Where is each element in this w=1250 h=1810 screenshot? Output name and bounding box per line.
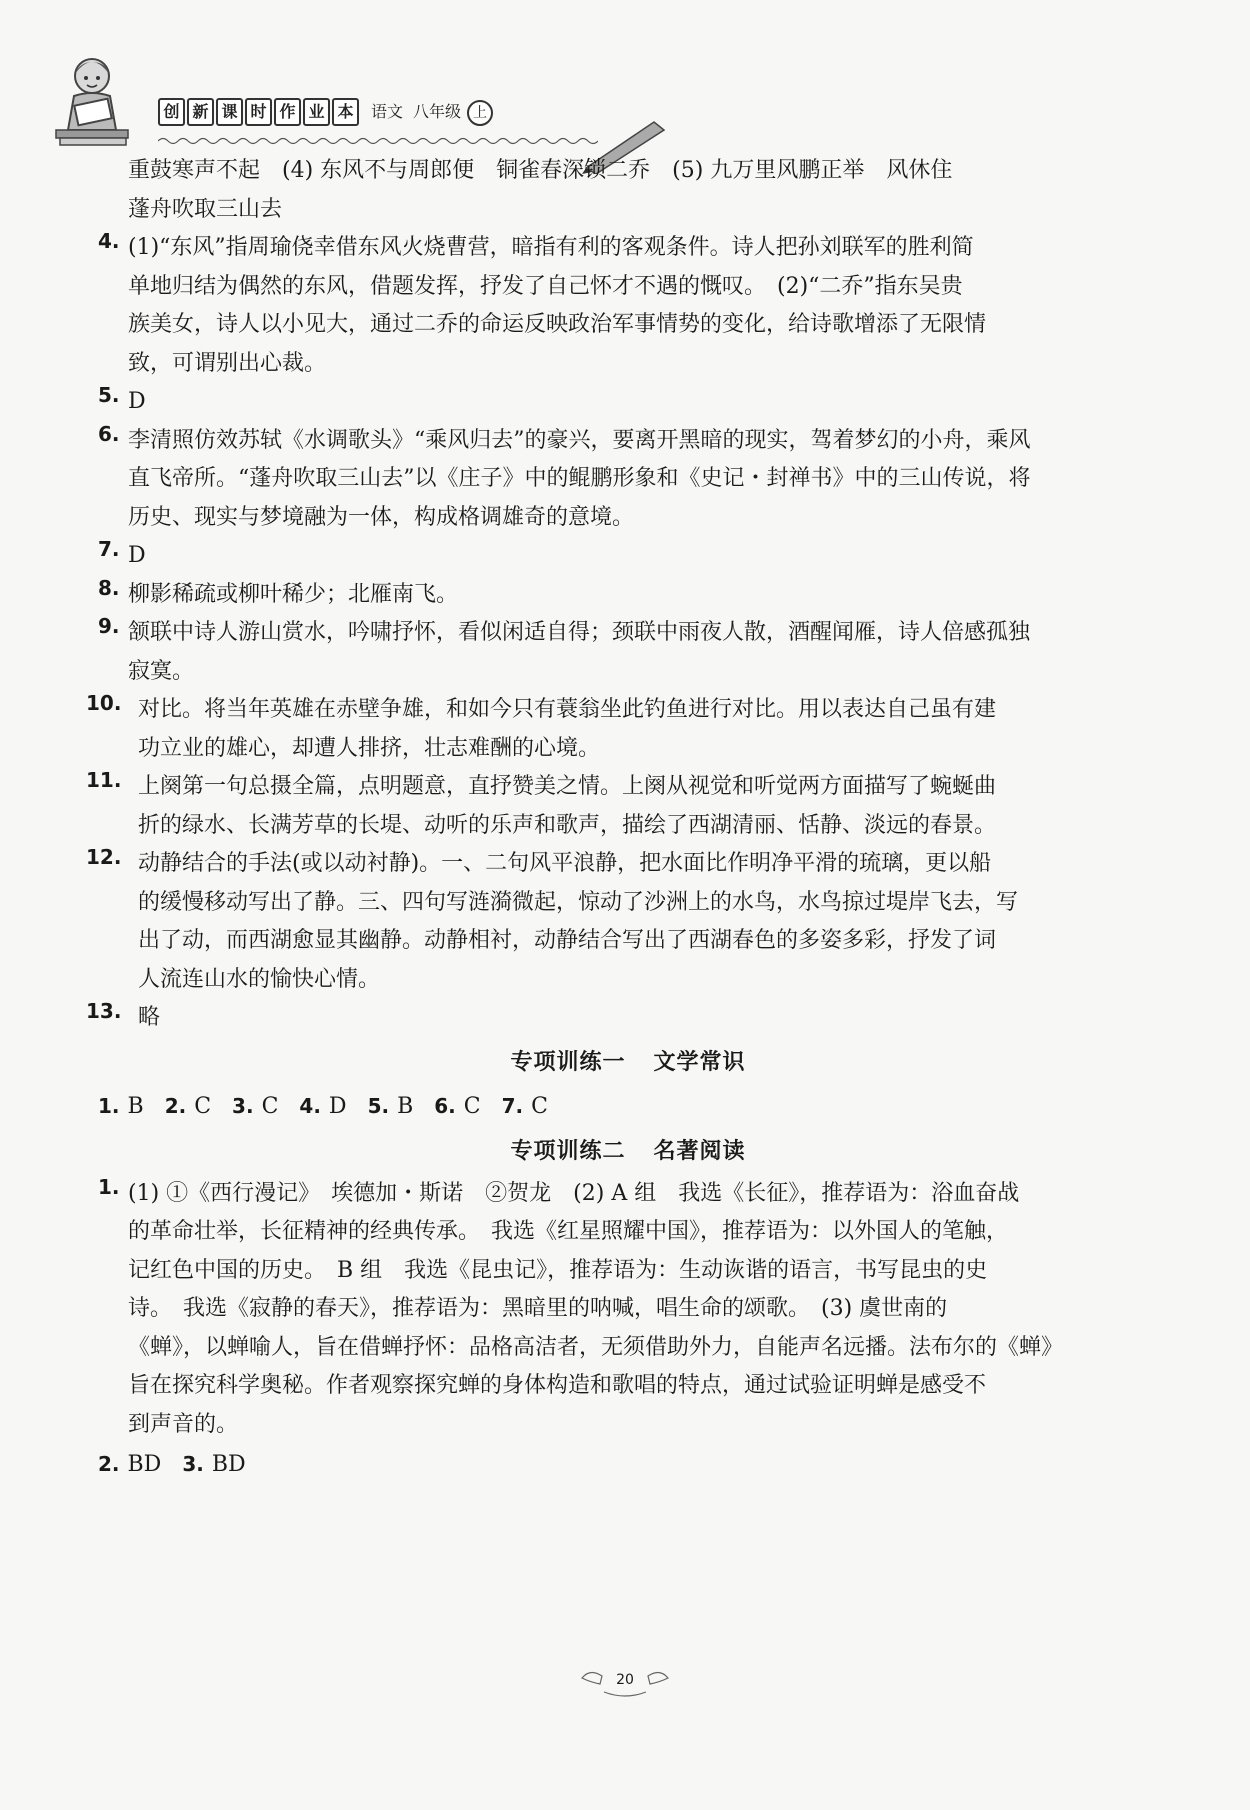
answer-line: 旨在探究科学奥秘。作者观察探究蝉的身体构造和歌唱的特点，通过试验证明蝉是感受不 xyxy=(128,1373,987,1398)
mc-value: B xyxy=(127,1093,144,1119)
page-header xyxy=(40,40,640,150)
answer-item-13 xyxy=(86,999,1128,1038)
volume-badge: 上 xyxy=(467,100,493,126)
item-number: 1. xyxy=(98,1174,120,1199)
classics-last-answers xyxy=(98,1444,1128,1485)
mc-value: C xyxy=(261,1093,279,1119)
item-number: 13. xyxy=(86,999,122,1023)
answer-line: 李清照仿效苏轼《水调歌头》“乘风归去”的豪兴，要离开黑暗的现实，驾着梦幻的小舟，乘风 xyxy=(128,427,1031,453)
mc-answer xyxy=(98,1444,161,1485)
answer-line: 略 xyxy=(138,1005,161,1030)
mc-number: 4. xyxy=(299,1093,321,1118)
answer-line: 记红色中国的历史。 B 组 我选《昆虫记》，推荐语为：生动诙谐的语言，书写昆虫的史 xyxy=(128,1257,988,1283)
answer-line: (1)“东风”指周瑜侥幸借东风火烧曹营，暗指有利的客观条件。诗人把孙刘联军的胜利简 xyxy=(128,235,974,260)
brand-char: 作 xyxy=(274,98,301,126)
mc-answer xyxy=(232,1086,278,1127)
mc-value: C xyxy=(463,1093,481,1119)
continued-line: 重鼓寒声不起 (4) 东风不与周郎便 铜雀春深锁二乔 (5) 九万里风鹏正举 风休住 xyxy=(128,158,953,183)
answer-line: 致，可谓别出心裁。 xyxy=(128,350,327,376)
continued-line: 蓬舟吹取三山去 xyxy=(128,196,283,222)
answer-line: 《蝉》，以蝉喻人，旨在借蝉抒怀：品格高洁者，无须借助外力，自能声名远播。法布尔的《蝉》 xyxy=(128,1334,1064,1360)
section-title-classics-reading xyxy=(128,1131,1128,1173)
answer-item-12 xyxy=(86,845,1128,999)
brand-char: 本 xyxy=(332,98,359,126)
page-number: 20 xyxy=(616,1672,634,1688)
answer-item-8 xyxy=(98,575,1128,615)
mc-value: B xyxy=(397,1093,414,1119)
mc-answer xyxy=(165,1086,211,1127)
mc-answer xyxy=(299,1086,346,1127)
answer-item-5 xyxy=(98,383,1128,422)
answer-line: 柳影稀疏或柳叶稀少；北雁南飞。 xyxy=(128,581,459,607)
section-title-b: 名著阅读 xyxy=(653,1138,746,1164)
answer-line: 折的绿水、长满芳草的长堤、动听的乐声和歌声，描绘了西湖清丽、恬静、淡远的春景。 xyxy=(138,812,997,838)
mc-number: 2. xyxy=(98,1452,120,1476)
answer-line: 的革命壮举，长征精神的经典传承。 我选《红星照耀中国》，推荐语为：以外国人的笔触， xyxy=(128,1219,1009,1244)
answer-item-9 xyxy=(98,614,1128,691)
mc-value: D xyxy=(328,1093,347,1119)
answer-line: 单地归结为偶然的东风，借题发挥，抒发了自己怀才不遇的慨叹。 (2)“二乔”指东吴贵 xyxy=(128,273,963,299)
answer-line: 对比。将当年英雄在赤壁争雄，和如今只有蓑翁坐此钓鱼进行对比。用以表达自己虽有建 xyxy=(138,697,997,722)
mc-answer xyxy=(434,1086,480,1127)
item-number: 9. xyxy=(98,614,120,638)
item-number: 4. xyxy=(98,229,120,253)
mc-number: 1. xyxy=(98,1093,120,1118)
brand-char: 时 xyxy=(245,98,272,126)
mc-number: 3. xyxy=(232,1093,254,1118)
item-number: 11. xyxy=(86,768,122,792)
mc-answer xyxy=(182,1444,245,1485)
subject-text: 语文 xyxy=(371,101,404,121)
series-brand xyxy=(158,98,493,126)
section-title-a: 专项训练二 xyxy=(510,1138,626,1164)
mc-answer xyxy=(98,1086,144,1127)
item-number: 7. xyxy=(98,537,120,561)
mc-answer xyxy=(502,1086,548,1127)
mc-value: C xyxy=(531,1093,548,1119)
answer-line: 的缓慢移动写出了静。三、四句写涟漪微起，惊动了沙洲上的水鸟，水鸟掠过堤岸飞去，写 xyxy=(138,889,1019,915)
mc-number: 2. xyxy=(164,1093,187,1118)
mc-value: BD xyxy=(127,1452,162,1477)
mc-number: 7. xyxy=(501,1093,524,1118)
brand-char: 新 xyxy=(187,98,214,126)
mc-value: C xyxy=(194,1093,212,1119)
answer-line: 颔联中诗人游山赏水，吟啸抒怀，看似闲适自得；颈联中雨夜人散，酒醒闻雁，诗人倍感孤独 xyxy=(128,620,1031,645)
answer-line: 直飞帝所。“蓬舟吹取三山去”以《庄子》中的鲲鹏形象和《史记・封禅书》中的三山传说，将 xyxy=(128,466,1031,491)
brand-char: 课 xyxy=(216,98,243,126)
answer-line: 动静结合的手法(或以动衬静)。一、二句风平浪静，把水面比作明净平滑的琉璃，更以船 xyxy=(138,851,992,876)
brand-char: 业 xyxy=(303,98,330,126)
answer-line: 上阕第一句总摄全篇，点明题意，直抒赞美之情。上阕从视觉和听觉两方面描写了蜿蜒曲 xyxy=(138,774,997,799)
answer-line: 功立业的雄心，却遭人排挤，壮志难酬的心境。 xyxy=(138,735,601,761)
answer-line: 族美女，诗人以小见大，通过二乔的命运反映政治军事情势的变化，给诗歌增添了无限情 xyxy=(128,312,987,337)
answer-line: 人流连山水的愉快心情。 xyxy=(138,966,381,992)
answer-content xyxy=(86,152,1128,1485)
answer-item-10 xyxy=(86,691,1128,768)
reading-girl-mascot-icon xyxy=(46,50,146,150)
item-number: 6. xyxy=(98,421,120,446)
answer-line: 到声音的。 xyxy=(128,1411,239,1437)
header-wave-divider xyxy=(158,134,598,148)
answer-item-11 xyxy=(86,768,1128,845)
item-number: 12. xyxy=(86,845,122,869)
mc-number: 6. xyxy=(434,1093,456,1118)
section-title-literary-knowledge xyxy=(128,1042,1128,1084)
page-footer xyxy=(560,1662,690,1702)
mc-answer xyxy=(368,1086,414,1127)
item-number: 5. xyxy=(98,383,120,407)
answer-line: D xyxy=(128,543,146,568)
answer-item-7 xyxy=(98,537,1128,576)
answer-line: 诗。 我选《寂静的春天》，推荐语为：黑暗里的呐喊，唱生命的颂歌。 (3) 虞世南的 xyxy=(128,1296,948,1321)
item-number: 8. xyxy=(98,575,120,600)
answer-item-6 xyxy=(98,421,1128,538)
grade-text: 八年级 xyxy=(413,101,462,121)
answer-line: 出了动，而西湖愈显其幽静。动静相衬，动静结合写出了西湖春色的多姿多彩，抒发了词 xyxy=(138,928,997,953)
brand-char: 创 xyxy=(158,98,185,126)
answer-line: D xyxy=(128,389,146,414)
answer-line: (1) ①《西行漫记》 埃德加・斯诺 ②贺龙 (2) A 组 我选《长征》，推荐语为：浴血奋战 xyxy=(128,1180,1020,1206)
answer-line: 寂寞。 xyxy=(128,658,195,684)
answer-line: 历史、现实与梦境融为一体，构成格调雄奇的意境。 xyxy=(128,504,635,530)
mc-number: 5. xyxy=(367,1093,390,1118)
mc-number: 3. xyxy=(182,1452,204,1476)
multiple-choice-answers xyxy=(98,1086,1128,1127)
answer-item-4 xyxy=(98,229,1128,383)
item-number: 10. xyxy=(86,691,122,715)
section-title-a: 专项训练一 xyxy=(510,1049,626,1075)
section-title-b: 文学常识 xyxy=(653,1049,746,1075)
mc-value: BD xyxy=(211,1452,246,1477)
classics-answer-item-1 xyxy=(98,1174,1128,1445)
subject-label xyxy=(371,99,493,126)
